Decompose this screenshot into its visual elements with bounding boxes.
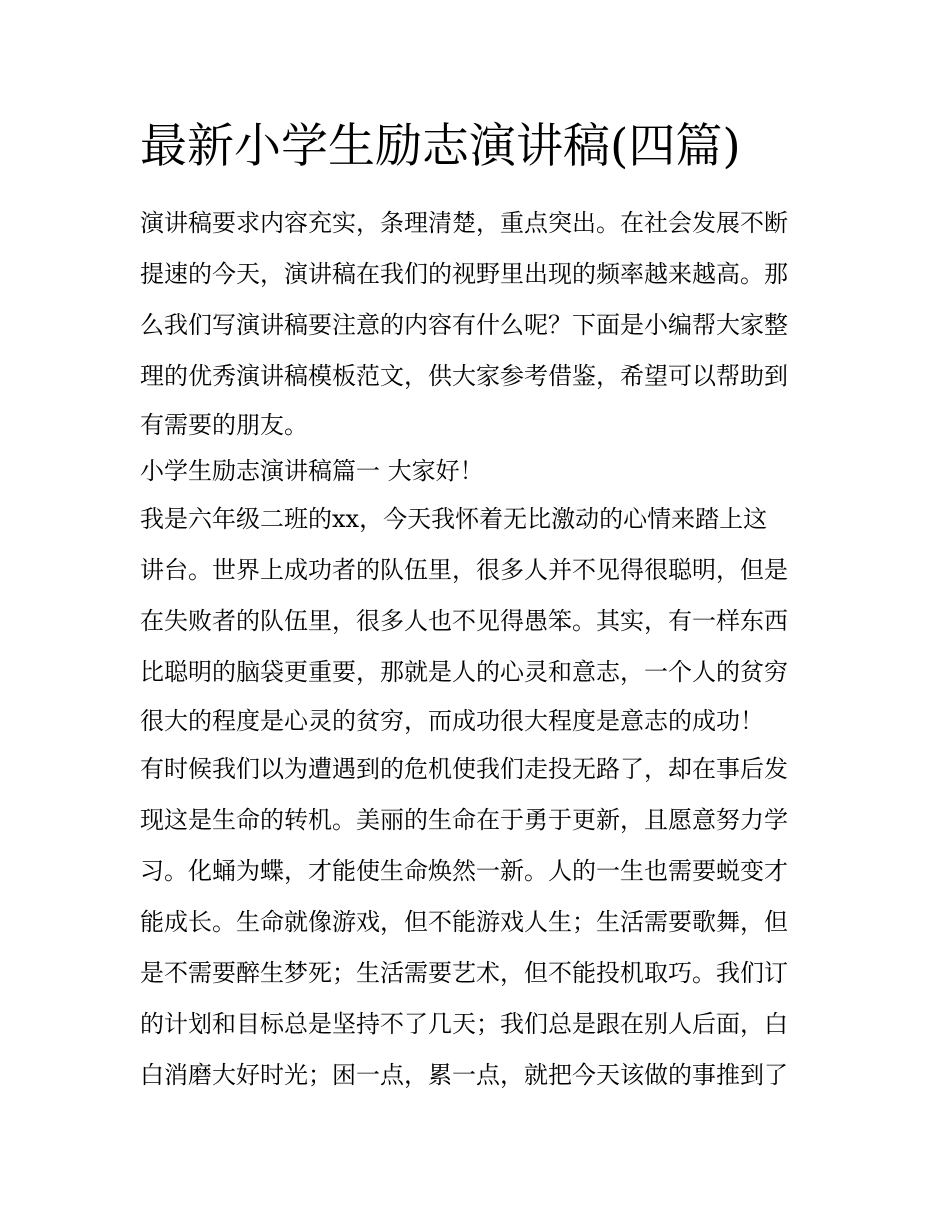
document-title: 最新小学生励志演讲稿(四篇) — [140, 119, 741, 174]
paragraph-3-line-2: 讲台。世界上成功者的队伍里，很多人并不见得很聪明，但是 — [140, 556, 788, 584]
paragraph-3-line-4: 比聪明的脑袋更重要，那就是人的心灵和意志，一个人的贫穷 — [140, 658, 788, 686]
paragraph-4-line-5: 是不需要醉生梦死；生活需要艺术，但不能投机取巧。我们订 — [140, 959, 788, 987]
paragraph-3-line-3: 在失败者的队伍里，很多人也不见得愚笨。其实，有一样东西 — [140, 607, 788, 635]
paragraph-4-line-1: 有时候我们以为遭遇到的危机使我们走投无路了，却在事后发 — [140, 755, 788, 783]
paragraph-3-line-1: 我是六年级二班的xx，今天我怀着无比激动的心情来踏上这 — [140, 505, 768, 533]
paragraph-2-line-1: 小学生励志演讲稿篇一 大家好！ — [140, 457, 484, 485]
document-body — [140, 198, 816, 1101]
paragraph-1-line-4: 理的优秀演讲稿模板范文，供大家参考借鉴，希望可以帮助到 — [140, 362, 788, 390]
paragraph-4-line-7: 白消磨大好时光；困一点，累一点，就把今天该做的事推到了 — [140, 1061, 788, 1089]
paragraph-1-line-2: 提速的今天，演讲稿在我们的视野里出现的频率越来越高。那 — [140, 260, 788, 288]
paragraph-4-line-3: 习。化蛹为蝶，才能使生命焕然一新。人的一生也需要蜕变才 — [140, 857, 788, 885]
paragraph-3-line-5: 很大的程度是心灵的贫穷，而成功很大程度是意志的成功！ — [140, 707, 764, 735]
paragraph-1-line-3: 么我们写演讲稿要注意的内容有什么呢？下面是小编帮大家整 — [140, 311, 788, 339]
paragraph-1-line-1: 演讲稿要求内容充实，条理清楚，重点突出。在社会发展不断 — [140, 209, 788, 237]
paragraph-4-line-2: 现这是生命的转机。美丽的生命在于勇于更新，且愿意努力学 — [140, 806, 788, 834]
paragraph-4-line-4: 能成长。生命就像游戏，但不能游戏人生；生活需要歌舞，但 — [140, 908, 788, 936]
paragraph-4-line-6: 的计划和目标总是坚持不了几天；我们总是跟在别人后面，白 — [140, 1010, 788, 1038]
paragraph-1-line-5: 有需要的朋友。 — [140, 411, 308, 439]
